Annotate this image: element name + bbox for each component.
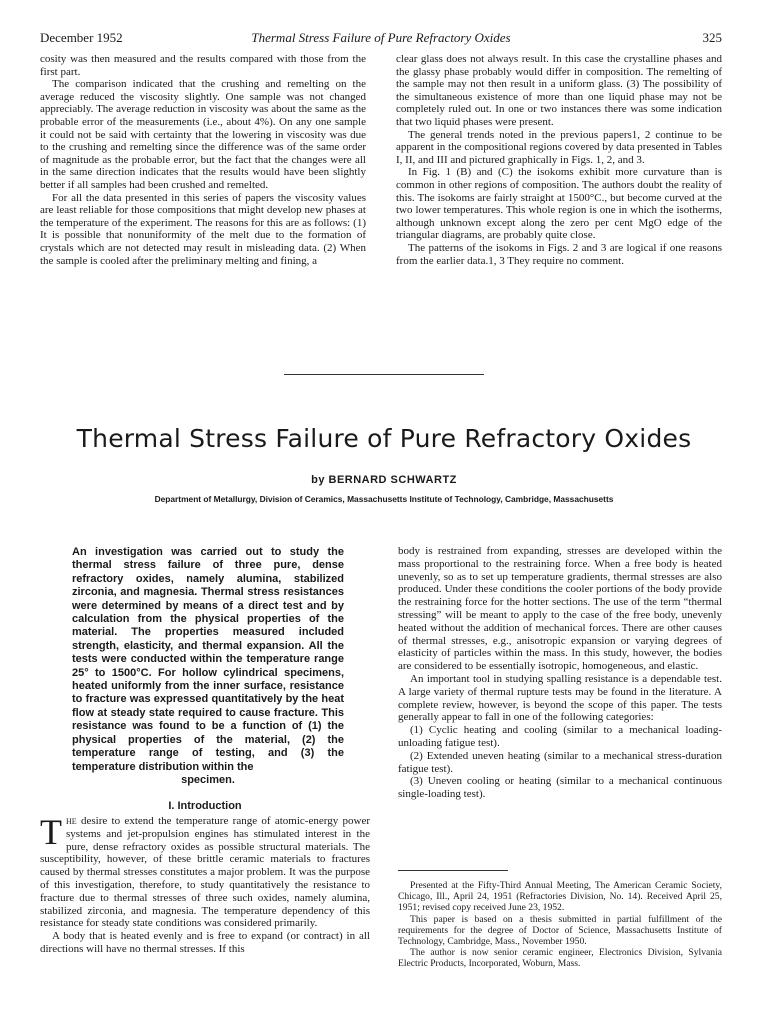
intro-paragraph [40,812,370,930]
article-byline: by BERNARD SCHWARTZ [311,474,457,486]
footnote: Presented at the Fifty-Third Annual Meeting, The American Ceramic Society, Chicago, Ill., April 24, 1951 (Refractories Division, No. 14). Received April 25, 1951; revised copy received June 23, 1952. [398,880,722,914]
prev-paragraph: For all the data presented in this series of papers the viscosity values are least reliable for those compositions that might develop new phases at the temperature of the experiment. The reasons for this are as follows: (1) It is possible that nonuniformity of the melt due to the formation of crystals which are not detected may result in misleading data. (2) When the sample is cooled after the preliminary melting and fining, a [40,191,366,267]
article-title: Thermal Stress Failure of Pure Refractory Oxides [76,424,692,453]
prev-paragraph: The general trends noted in the previous papers1, 2 continue to be apparent in the compositional regions covered by data presented in Tables I, II, and III and pictured graphically in Figs. 1, 2, and 3. [396,128,722,166]
prev-paragraph: cosity was then measured and the results compared with those from the first part. [40,53,366,78]
prev-article-left-column [40,53,366,267]
intro-smallcaps: he [66,815,77,827]
footnote: This paper is based on a thesis submitted in partial fulfillment of the requirements for the degree of Doctor of Science, Massachusetts Institute of Technology, Cambridge, Mass., November 1950. [398,913,722,948]
header-date: December 1952 [40,30,123,45]
article-divider [284,374,484,375]
header-page-number: 325 [702,30,722,45]
abstract-last-line: specimen. [181,773,235,786]
running-header [40,30,722,48]
intro-text: desire to extend the temperature range of atomic-energy power systems and jet-propulsion engines has stimulated interest in the pure, dense refractory oxides as possible structural materials. The susceptibility, however, of these brittle ceramic materials to fractures caused by thermal stresses constitutes a major problem. It was the purpose of this investigation, therefore, to study quantitatively the resistance to fracture due to thermal stresses of three such oxides, namely alumina, stabilized zirconia, and magnesia. The temperature dependency of this resistance for steady state conditions was considered primarily. [40,815,370,930]
body-paragraph: body is restrained from expanding, stresses are developed within the mass proportional to the restraining force. When a free body is heated unevenly, so as to set up temperature gradients, thermal stresses are also produced. Under these conditions the cooler portions of the body provide the restraining force for the hotter sections. The use of the term “thermal stressing” will be meant to apply to the case of the free body, unevenly heated without the addition of mechanical forces. There are other causes of thermal stresses, e.g., anisotropic expansion or varying degrees of elasticity of particles within the mass. In this study, however, the bodies are considered to be essentially isotropic, homogeneous, and elastic. [398,545,722,673]
prev-paragraph: The comparison indicated that the crushing and remelting on the average reduced the viscosity slightly. One sample was not changed appreciably. The average reduction in viscosity was about the same as the probable error of the measurements (i.e., about 4%). On any one sample it could not be said with certainty that the lowering in viscosity was due to the crushing and remelting since the difference was of the same order of magnitude as the probable error, but the fact that the changes were all in the same direction indicates that the results would have been slightly better if all samples had been crushed and remelted. [40,78,366,191]
abstract [72,546,344,787]
prev-paragraph: In Fig. 1 (B) and (C) the isokoms exhibit more curvature than is common in other regions of composition. The authors doubt the reality of this. The isokoms are fairly straight at 1500°C., but become curved at the two lower temperatures. This whole region is one in which the isotherms, although unknown except along the zero per cent MgO edge of the triangular diagrams, are probably quite close. [396,166,722,242]
abstract-text: An investigation was carried out to study the thermal stress failure of three pure, dense refractory oxides, namely alumina, stabilized zirconia, and magnesia. Thermal stress resistances were determined by means of a direct test and by calculation from the physical properties of the material. The properties measured included strength, elasticity, and thermal expansion. All the tests were conducted within the temperature range 25° to 1500°C. For hollow cylindrical specimens, heated uniformly from the inner surface, resistance to fracture was expressed quantitatively by the heat flow at steady state required to cause fracture. This resistance was found to be a function of (1) the physical properties of the material, (2) the temperature range of testing, and (3) the temperature distribution within the [72,546,344,773]
test-category: (3) Uneven cooling or heating (similar to a mechanical continuous single-loading test). [398,775,722,801]
article-right-column [398,545,722,801]
section-heading: I. Introduction [168,800,242,812]
footnote: The author is now senior ceramic engineer, Electronics Division, Sylvania Electric Products, Incorporated, Woburn, Mass. [398,947,722,970]
test-category: (1) Cyclic heating and cooling (similar to a mechanical loading-unloading fatigue test). [398,724,722,749]
prev-paragraph: clear glass does not always result. In this case the crystalline phases and the glassy phase probably would differ in composition. The remelting of the sample may not then result in a uniform glass. (3) The possibility of the simultaneous existence of more than one liquid phase may not be completely ruled out. In one or two instances there was some indication that two liquid phases were present. [396,53,722,128]
article-affiliation: Department of Metallurgy, Division of Ceramics, Massachusetts Institute of Technology, Cambridge, Massachusetts [154,494,614,504]
footnote-rule [398,870,508,871]
test-category: (2) Extended uneven heating (similar to a mechanical stress-duration fatigue test). [398,749,722,775]
body-paragraph: An important tool in studying spalling resistance is a dependable test. A large variety of thermal rupture tests may be found in the literature. A complete review, however, is beyond the scope of this paper. The tests generally appear to fall in one of the following categories: [398,672,722,724]
prev-article-right-column [396,53,722,267]
header-running-title: Thermal Stress Failure of Pure Refractory Oxides [251,30,511,45]
footnotes [398,880,722,970]
intro-column [40,812,370,956]
drop-cap: T [40,812,62,852]
intro-paragraph: A body that is heated evenly and is free to expand (or contract) in all directions will have no thermal stresses. If this [40,930,370,955]
prev-paragraph: The patterns of the isokoms in Figs. 2 and 3 are logical if one reasons from the earlier data.1, 3 They require no comment. [396,241,722,267]
